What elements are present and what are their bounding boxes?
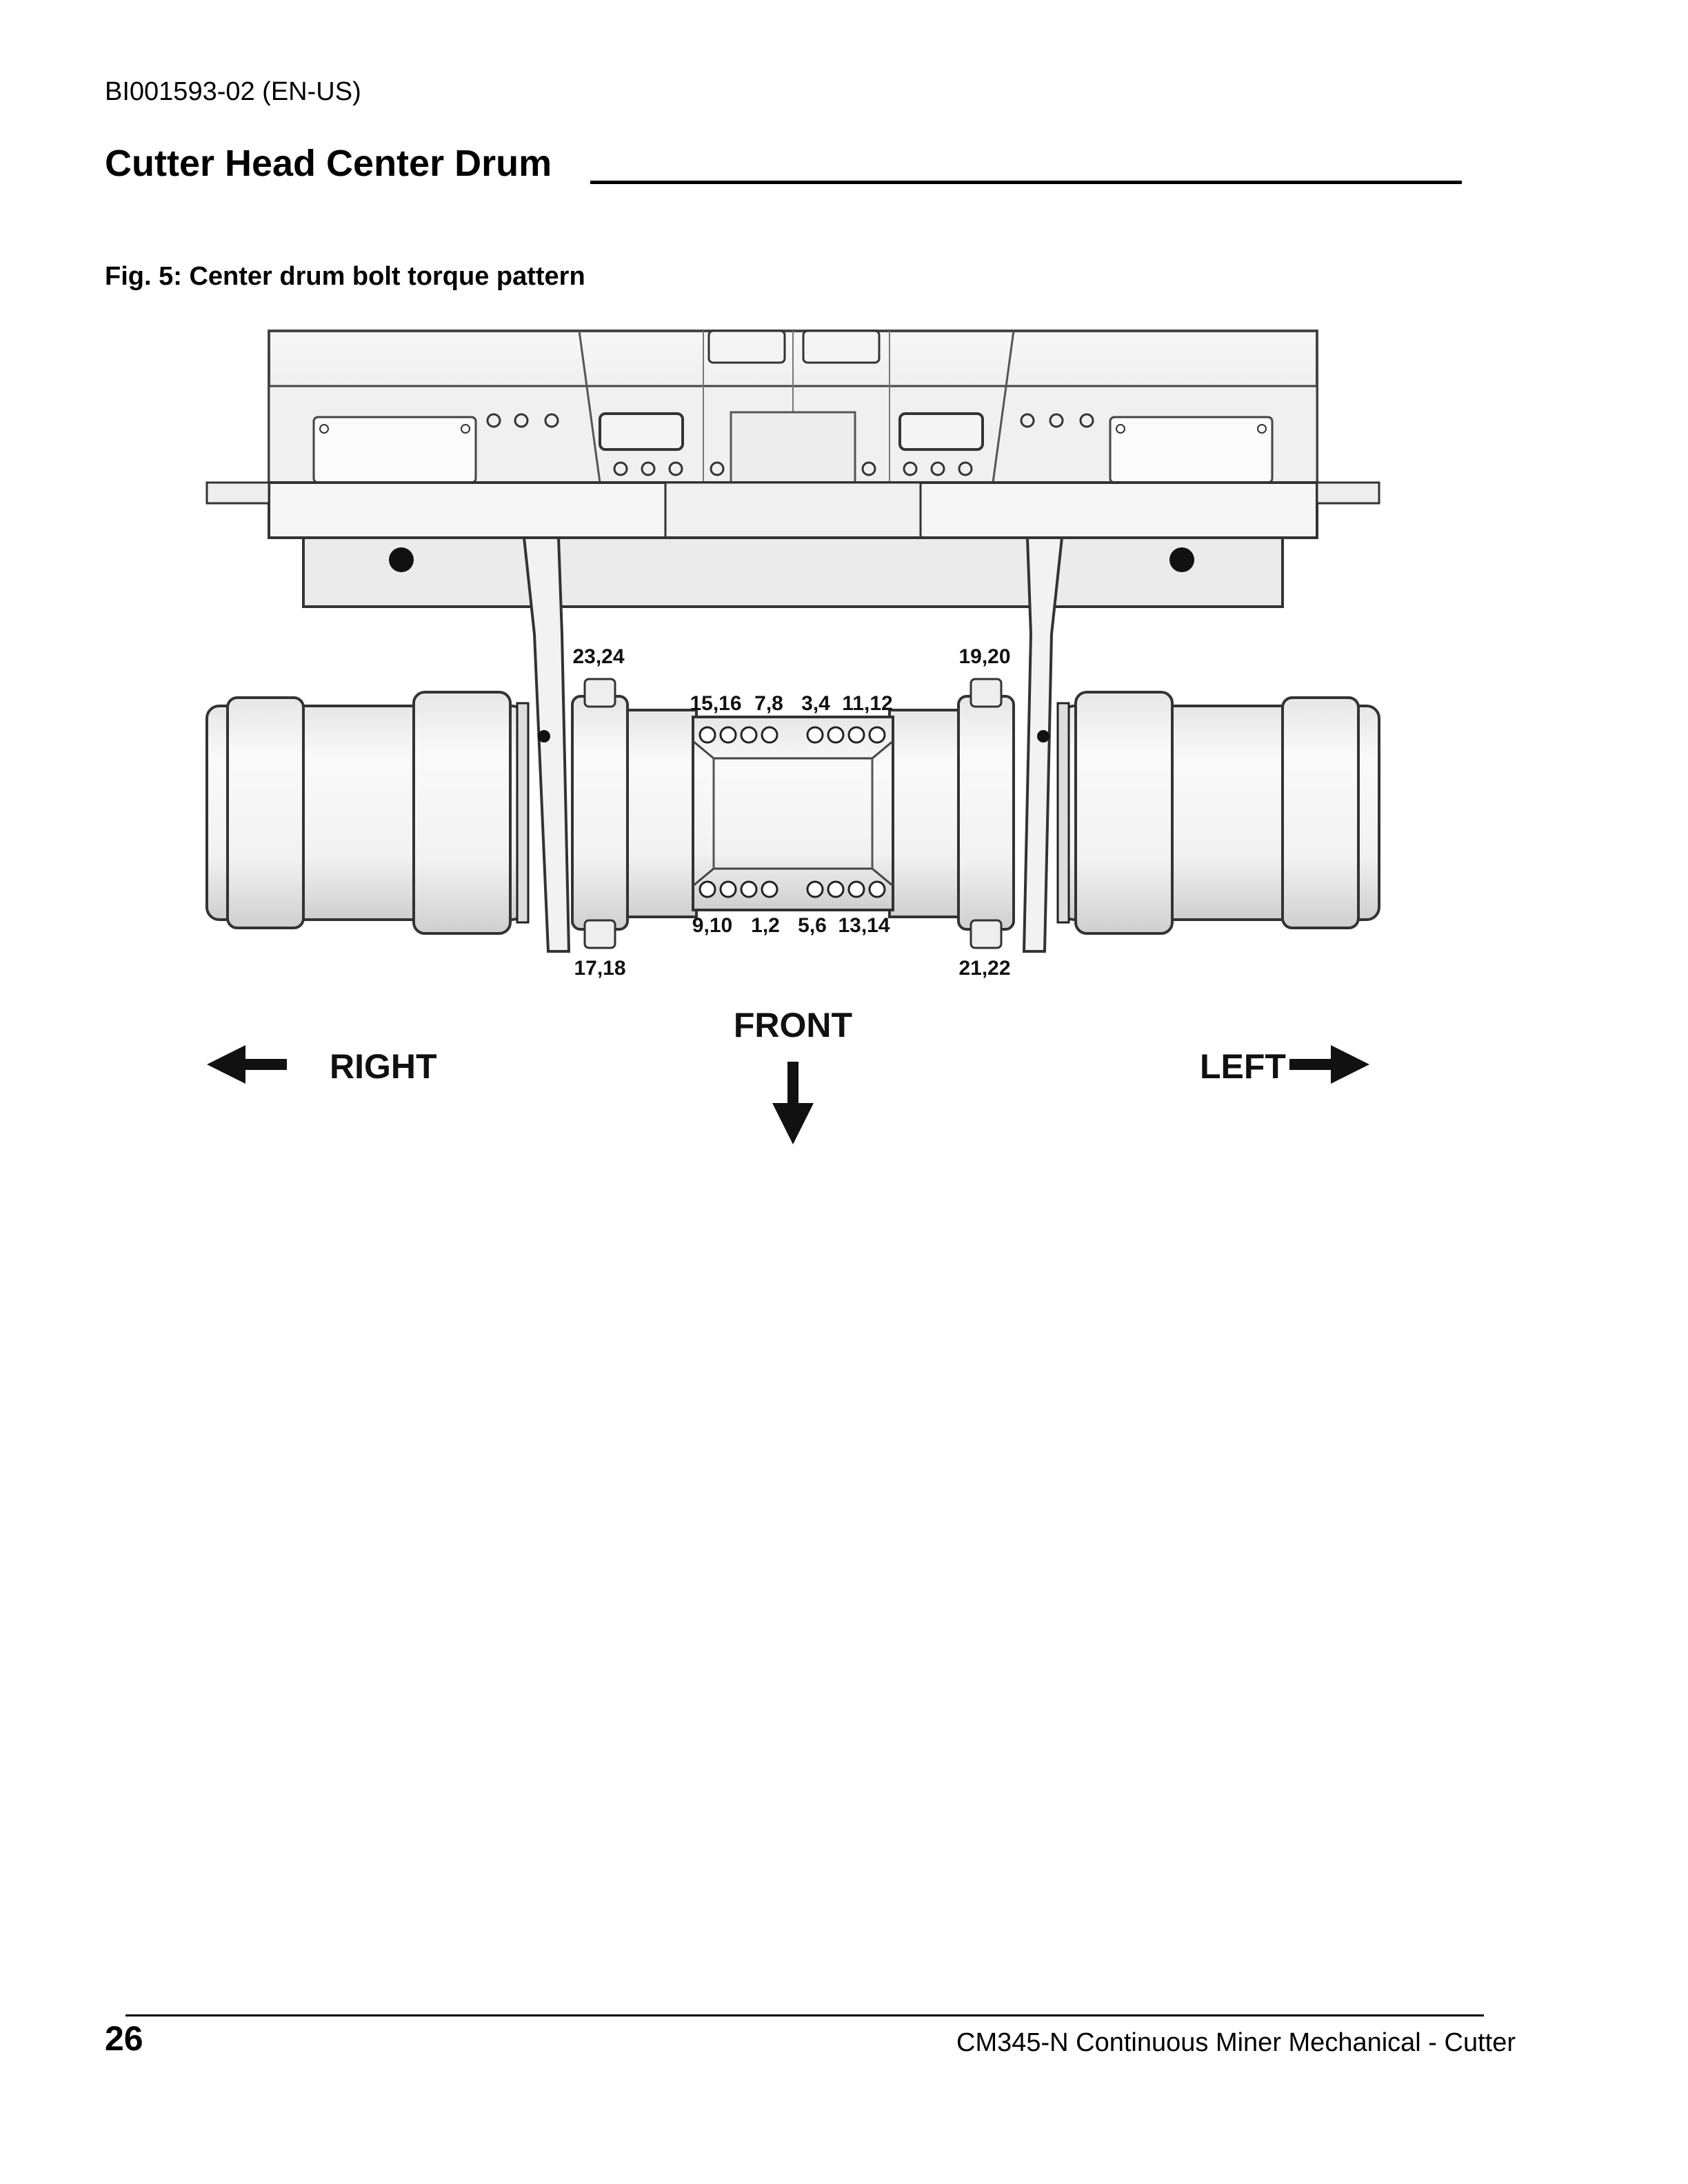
cutter-drum xyxy=(207,679,1379,948)
page-number: 26 xyxy=(105,2019,143,2058)
label-9-10: 9,10 xyxy=(692,914,733,937)
label-7-8: 7,8 xyxy=(754,692,783,715)
boom-assembly xyxy=(207,331,1379,607)
label-11-12: 11,12 xyxy=(842,692,893,715)
front-arrow-icon xyxy=(772,1062,814,1144)
left-label: LEFT xyxy=(1200,1047,1286,1086)
left-arrow-icon xyxy=(1289,1045,1369,1084)
footer-title: CM345-N Continuous Miner Mechanical - Cutter xyxy=(956,2028,1516,2057)
document-id: BI001593-02 (EN-US) xyxy=(105,77,361,106)
right-arrow-icon xyxy=(207,1045,287,1084)
direction-indicators xyxy=(207,1006,1369,1144)
label-15-16: 15,16 xyxy=(690,692,742,715)
label-1-2: 1,2 xyxy=(751,914,780,937)
right-label: RIGHT xyxy=(330,1047,437,1086)
front-label: FRONT xyxy=(733,1006,853,1044)
label-17-18: 17,18 xyxy=(574,957,626,980)
label-21-22: 21,22 xyxy=(958,957,1011,980)
label-5-6: 5,6 xyxy=(798,914,827,937)
label-13-14: 13,14 xyxy=(838,914,890,937)
label-3-4: 3,4 xyxy=(801,692,830,715)
label-19-20: 19,20 xyxy=(958,645,1011,668)
footer-rule xyxy=(125,2014,1484,2016)
label-23-24: 23,24 xyxy=(572,645,625,668)
section-title: Cutter Head Center Drum xyxy=(105,143,552,184)
figure-caption: Fig. 5: Center drum bolt torque pattern xyxy=(105,262,585,291)
